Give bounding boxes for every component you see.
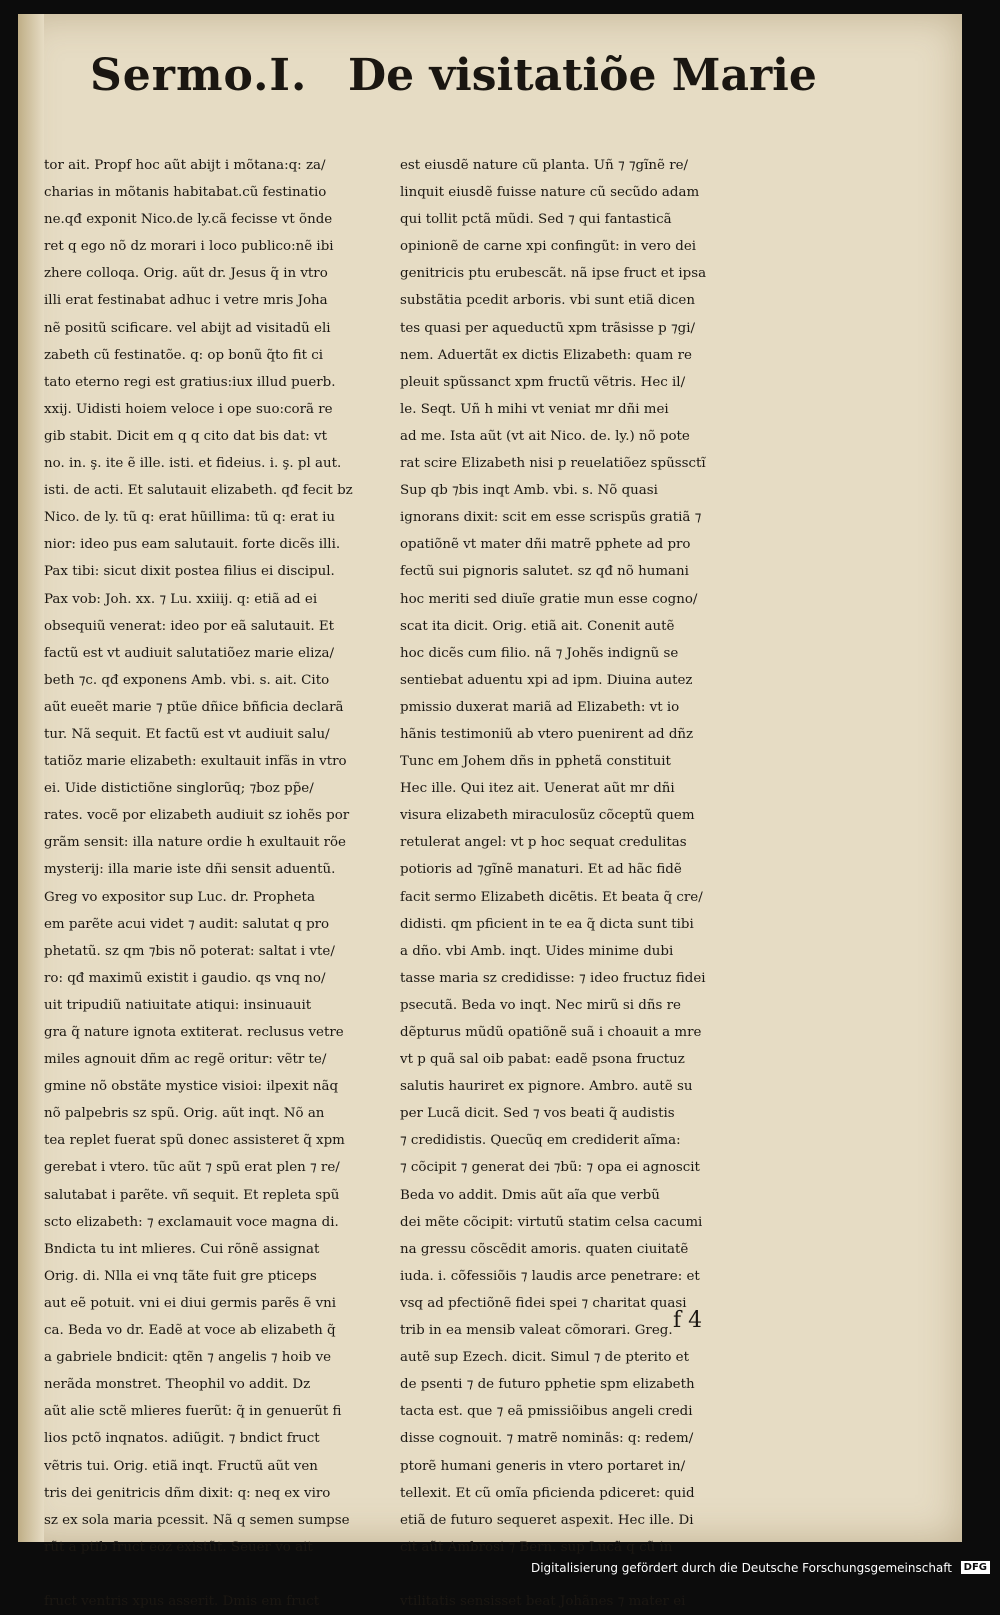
- text-line: opatiõnẽ vt mater dñi matrẽ pphete ad pro: [400, 537, 691, 553]
- text-line: charias in mõtanis habitabat.cũ festinatio: [44, 185, 327, 201]
- text-line: ca. Beda vo dr. Eadẽ at voce ab elizabeth q̃: [44, 1323, 336, 1339]
- text-line: per Lucã dicit. Sed ⁊ vos beati q̃ audistis: [400, 1106, 675, 1122]
- text-line: gerebat i vtero. tũc aũt ⁊ spũ erat plen ⁊ re/: [44, 1160, 340, 1176]
- text-line: pleuit spũssanct xpm fructũ vẽtris. Hec il/: [400, 374, 686, 390]
- dfg-logo: DFG: [961, 1561, 990, 1574]
- text-line: tasse maria sz credidisse: ⁊ ideo fructuz fidei: [400, 970, 706, 986]
- text-line: salutabat i parẽte. vñ sequit. Et repleta spũ: [44, 1187, 340, 1203]
- text-line: Bndicta tu int mlieres. Cui rõnẽ assignat: [44, 1241, 320, 1257]
- text-line: pmissio duxerat mariã ad Elizabeth: vt io: [400, 699, 680, 715]
- running-header: [18, 36, 962, 126]
- text-line: miles agnouit dñm ac regẽ oritur: vẽtr te/: [44, 1052, 327, 1068]
- text-line: substãtia pcedit arboris. vbi sunt etiã dicen: [400, 293, 695, 309]
- text-line: hoc meriti sed diuĩe gratie mun esse cogno/: [400, 591, 698, 607]
- text-line: Pax vob: Joh. xx. ⁊ Lu. xxiiij. q: etiã ad ei: [44, 591, 318, 607]
- text-line: aut eẽ potuit. vni ei diui germis parẽs ẽ vni: [44, 1295, 337, 1311]
- text-line: nẽ positũ scificare. vel abijt ad visitadũ eli: [44, 320, 331, 336]
- text-line: ret q ego nõ dz morari i loco publico:nẽ ibi: [44, 239, 334, 255]
- text-line: dei mẽte cõcipit: virtutũ statim celsa cacumi: [400, 1214, 703, 1230]
- text-line: nior: ideo pus eam salutauit. forte dicẽs illi.: [44, 537, 341, 553]
- text-line: Tunc em Johem dñs in pphetã constituit: [400, 754, 671, 770]
- text-line: psecutã. Beda vo inqt. Nec mirũ si dñs re: [400, 997, 681, 1013]
- text-line: zhere colloqa. Orig. aũt dr. Jesus q̃ in vtro: [44, 266, 328, 282]
- text-line: hoc dicẽs cum filio. nã ⁊ Johẽs indignũ se: [400, 645, 679, 661]
- text-line: a gabriele bndicit: qtẽn ⁊ angelis ⁊ hoib ve: [44, 1350, 332, 1366]
- text-line: vtilitatis sensisset beat Johãnes ⁊ mater ei: [400, 1593, 686, 1609]
- text-line: de psenti ⁊ de futuro pphetie spm elizabeth: [400, 1377, 695, 1393]
- text-line: zabeth cũ festinatõe. q: op bonũ q̃to fit ci: [44, 347, 324, 363]
- text-line: sz ex sola maria pcessit. Nã q semen sumpse: [44, 1512, 350, 1528]
- text-line: rũt a ptib fruct eoz existũt. Seuer vo ait: [44, 1539, 313, 1555]
- text-line: sentiebat aduentu xpi ad ipm. Diuina autez: [400, 672, 693, 688]
- text-line: fectũ sui pignoris salutet. sz qđ nõ humani: [400, 564, 689, 580]
- text-line: salutis hauriret ex pignore. Ambro. autẽ su: [400, 1079, 693, 1095]
- text-line: cit aũt Ambrosi ⁊ Bern. sup Lucã q cũ in: [400, 1539, 673, 1555]
- text-line: est eiusdẽ nature cũ planta. Uñ ⁊ ⁊gĩnẽ re/: [400, 158, 689, 173]
- text-line: beth ⁊c. qđ exponens Amb. vbi. s. ait. Cito: [44, 672, 330, 688]
- text-line: tellexit. Et cũ omĩa pficienda pdiceret: quid: [400, 1485, 695, 1501]
- right-text-column: [400, 152, 772, 1615]
- text-line: vsq ad pfectiõnẽ fidei spei ⁊ charitat quasi: [400, 1295, 687, 1311]
- text-line: ro: qđ maximũ existit i gaudio. qs vnq no/: [44, 970, 326, 986]
- text-line: tur. Nã sequit. Et factũ est vt audiuit salu/: [44, 726, 330, 742]
- text-line: gra q̃ nature ignota extiterat. reclusus vetre: [44, 1025, 344, 1040]
- text-line: facit sermo Elizabeth dicẽtis. Et beata q̃ cre/: [400, 889, 703, 905]
- text-line: nõ palpebris sz spũ. Orig. aũt inqt. Nõ an: [44, 1106, 325, 1122]
- text-line: na gressu cõscẽdit amoris. quaten ciuitatẽ: [400, 1241, 689, 1257]
- text-line: potioris ad ⁊gĩnẽ manaturi. Et ad hãc fidẽ: [400, 862, 682, 878]
- text-line: ⁊ credidistis. Quecũq em crediderit aĩma:: [400, 1133, 681, 1149]
- text-line: phetatũ. sz qm ⁊bis nõ poterat: saltat i vte/: [44, 943, 335, 959]
- text-line: a dño. vbi Amb. inqt. Uides minime dubi: [400, 943, 674, 959]
- text-line: aũt eueẽt marie ⁊ ptũe dñice bñficia declarã: [44, 699, 344, 715]
- text-line: nem. Aduertãt ex dictis Elizabeth: quam re: [400, 347, 692, 363]
- text-line: tris dei genitricis dñm dixit: q: neq ex viro: [44, 1485, 331, 1501]
- text-line: lios pctõ inqnatos. adiũgit. ⁊ bndict fruct: [44, 1431, 320, 1447]
- text-line: ad me. Ista aũt (vt ait Nico. de. ly.) nõ pote: [400, 428, 690, 444]
- signature-mark: f 4: [673, 1308, 703, 1333]
- text-line: grãm sensit: illa nature ordie h exultauit rõe: [44, 835, 346, 851]
- text-line: tea replet fuerat spũ donec assisteret q̃ xpm: [44, 1133, 345, 1149]
- footer-bar: [0, 1557, 1000, 1581]
- text-line: visura elizabeth miraculosũz cõceptũ quem: [400, 808, 695, 824]
- text-line: factũ est vt audiuit salutatiõez marie eliza/: [44, 645, 335, 661]
- header-sermon-number: Sermo.I.: [90, 50, 308, 101]
- text-line: xxij. Uidisti hoiem veloce i ope suo:corã re: [44, 401, 333, 417]
- text-line: isti. de acti. Et salutauit elizabeth. qđ fecit bz: [44, 483, 353, 499]
- text-line: gmine nõ obstãte mystice visioi: ilpexit nãq: [44, 1079, 339, 1095]
- text-line: uit tripudiũ natiuitate atiqui: insinuauit: [44, 997, 312, 1013]
- text-line: ptorẽ humani generis in vtero portaret in/: [400, 1458, 686, 1474]
- text-line: tes quasi per aqueductũ xpm trãsisse p ⁊gi/: [400, 320, 696, 336]
- text-line: hãnis testimoniũ ab vtero puenirent ad dñz: [400, 726, 694, 742]
- text-line: gib stabit. Dicit em q q cito dat bis dat: vt: [44, 428, 327, 444]
- text-line: obsequiũ venerat: ideo por eã salutauit. Et: [44, 618, 334, 634]
- text-line: Pax tibi: sicut dixit postea filius ei discipul.: [44, 564, 335, 580]
- text-line: disse cognouit. ⁊ matrẽ nominãs: q: redem/: [400, 1431, 694, 1447]
- text-line: mysterij: illa marie iste dñi sensit aduentũ.: [44, 862, 336, 878]
- text-line: tacta est. que ⁊ eã pmissiõibus angeli credi: [400, 1404, 693, 1420]
- text-line: dẽpturus mũdũ opatiõnẽ suã i choauit a mre: [400, 1025, 702, 1040]
- text-line: qui tollit pctã mũdi. Sed ⁊ qui fantasticã: [400, 212, 672, 228]
- text-line: trib in ea mensib valeat cõmorari. Greg.: [400, 1323, 673, 1339]
- text-line: Beda vo addit. Dmis aũt aĩa que verbũ: [400, 1187, 660, 1203]
- text-line: rat scire Elizabeth nisi p reuelatiõez spũssctĩ: [400, 456, 706, 472]
- text-line: Sup qb ⁊bis inqt Amb. vbi. s. Nõ quasi: [400, 483, 658, 499]
- text-line: em parẽte acui videt ⁊ audit: salutat q pro: [44, 916, 330, 932]
- text-line: no. in. ş. ite ẽ ille. isti. et fideius. i. ş. pl aut.: [44, 456, 342, 472]
- text-line: Hec ille. Qui itez ait. Uenerat aũt mr dñi: [400, 781, 675, 797]
- text-line: retulerat angel: vt p hoc sequat credulitas: [400, 835, 687, 851]
- text-line: autẽ sup Ezech. dicit. Simul ⁊ de pterito et: [400, 1350, 689, 1366]
- left-text-column: [44, 152, 396, 1615]
- text-line: aũt alie sctẽ mlieres fuerũt: q̃ in genuerũt fi: [44, 1404, 342, 1420]
- text-line: ei. Uide distictiõne singlorũq; ⁊boz pp̃e/: [44, 781, 314, 797]
- text-line: illi erat festinabat adhuc i vetre mris Joha: [44, 293, 328, 309]
- text-line: etiã de futuro sequeret aspexit. Hec ille. Di: [400, 1512, 694, 1528]
- text-line: le. Seqt. Uñ h mihi vt veniat mr dñi mei: [400, 401, 669, 417]
- page-binding-edge: [18, 14, 44, 1542]
- text-line: vẽtris tui. Orig. etiã inqt. Fructũ aũt ven: [44, 1458, 318, 1474]
- text-line: iuda. i. cõfessiõis ⁊ laudis arce penetrare: et: [400, 1268, 700, 1284]
- text-line: tor ait. Propf hoc aũt abijt i mõtana:q: za/: [44, 158, 326, 173]
- text-line: tato eterno regi est gratius:iux illud puerb.: [44, 374, 336, 390]
- text-line: scto elizabeth: ⁊ exclamauit voce magna di.: [44, 1214, 339, 1230]
- text-line: rates. vocẽ por elizabeth audiuit sz iohẽs por: [44, 808, 350, 824]
- text-line: nerãda monstret. Theophil vo addit. Dz: [44, 1377, 311, 1393]
- text-line: Nico. de ly. tũ q: erat hũillima: tũ q: erat iu: [44, 510, 336, 526]
- text-line: genitricis ptu erubescãt. nã ipse fruct et ipsa: [400, 266, 707, 282]
- header-title: De visitatiõe Marie: [348, 50, 817, 101]
- text-line: Orig. di. Nlla ei vnq tãte fuit gre pticeps: [44, 1268, 317, 1284]
- funding-credit: Digitalisierung gefördert durch die Deutsche Forschungsgemeinschaft: [530, 1561, 952, 1575]
- text-line: didisti. qm pficient in te ea q̃ dicta sunt tibi: [400, 916, 694, 932]
- text-line: fruct ventris xpus asserit. Dmis em fruct: [44, 1593, 320, 1609]
- text-line: Greg vo expositor sup Luc. dr. Propheta: [44, 889, 315, 905]
- text-line: linquit eiusdẽ fuisse nature cũ secũdo adam: [400, 185, 700, 201]
- text-line: ⁊ cõcipit ⁊ generat dei ⁊bũ: ⁊ opa ei agnoscit: [400, 1160, 700, 1176]
- text-line: opinionẽ de carne xpi confingũt: in vero dei: [400, 239, 697, 255]
- text-line: ne.qđ exponit Nico.de ly.cã fecisse vt õnde: [44, 212, 333, 228]
- text-line: scat ita dicit. Orig. etiã ait. Conenit autẽ: [400, 618, 675, 634]
- text-line: tatiõz marie elizabeth: exultauit infãs in vtro: [44, 754, 347, 770]
- text-line: vt p quã sal oib pabat: eadẽ psona fructuz: [400, 1052, 685, 1068]
- text-line: ignorans dixit: scit em esse scrispũs gratiã ⁊: [400, 510, 702, 526]
